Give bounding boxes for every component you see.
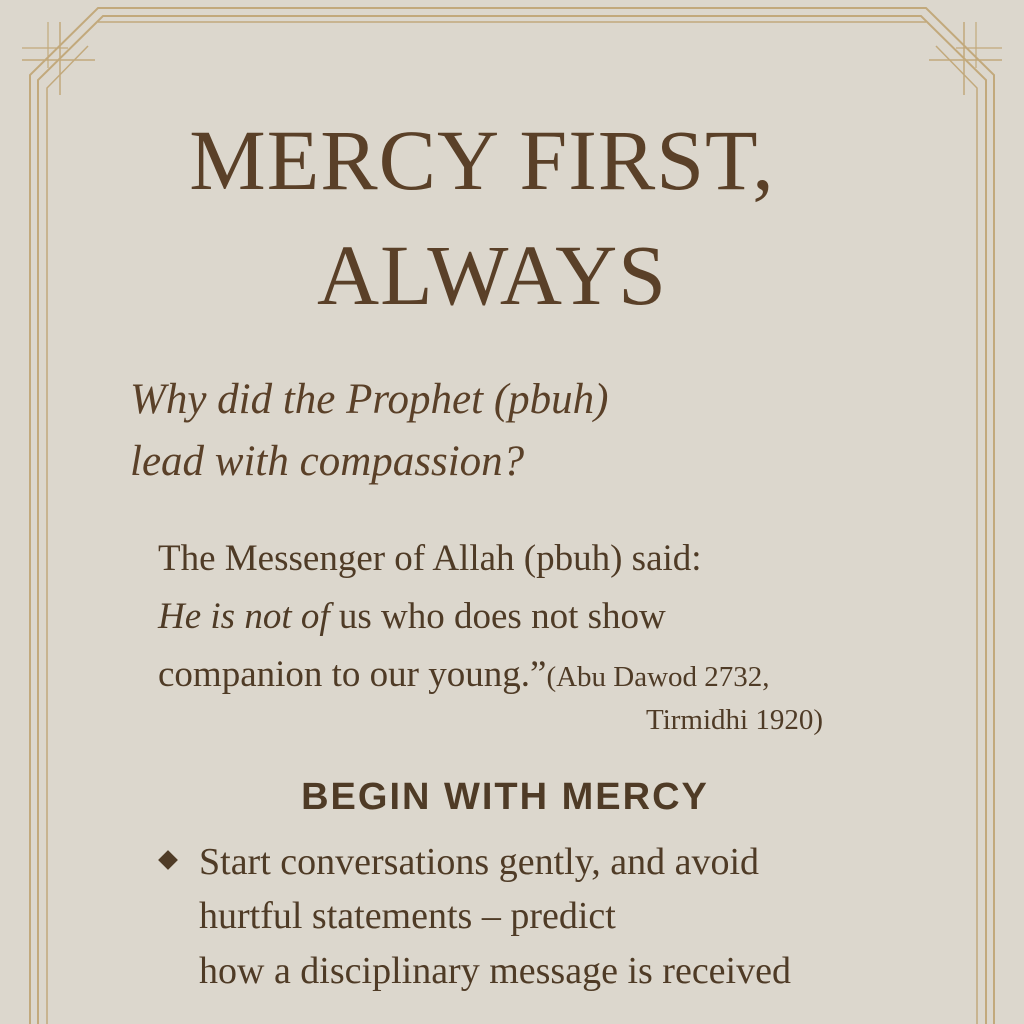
citation-part1: (Abu Dawod 2732,	[546, 661, 770, 693]
quote-line2	[158, 598, 666, 635]
quote-line3-text: companion to our young.”	[158, 654, 547, 695]
poster-title-line1: MERCY FIRST,	[189, 112, 775, 208]
quote-line1: The Messenger of Allah (pbuh) said:	[158, 538, 702, 579]
poster-title-line2: ALWAYS	[316, 227, 668, 323]
quote-italic-phrase: He is not of	[158, 596, 330, 637]
quote-line3	[158, 656, 770, 693]
quote-line2-rest: us who does not show	[329, 596, 666, 637]
citation-part2: Tirmidhi 1920)	[646, 704, 823, 736]
subtitle-line2: lead with compassion?	[130, 438, 525, 485]
bullet-text-line: Start conversations gently, and avoid	[199, 841, 760, 883]
bullet-text-line: hurtful statements – predict	[199, 895, 616, 937]
subtitle-line1: Why did the Prophet (pbuh)	[130, 376, 609, 423]
section-heading: BEGIN WITH MERCY	[301, 776, 709, 818]
bullet-text-line: how a disciplinary message is received	[199, 950, 791, 992]
